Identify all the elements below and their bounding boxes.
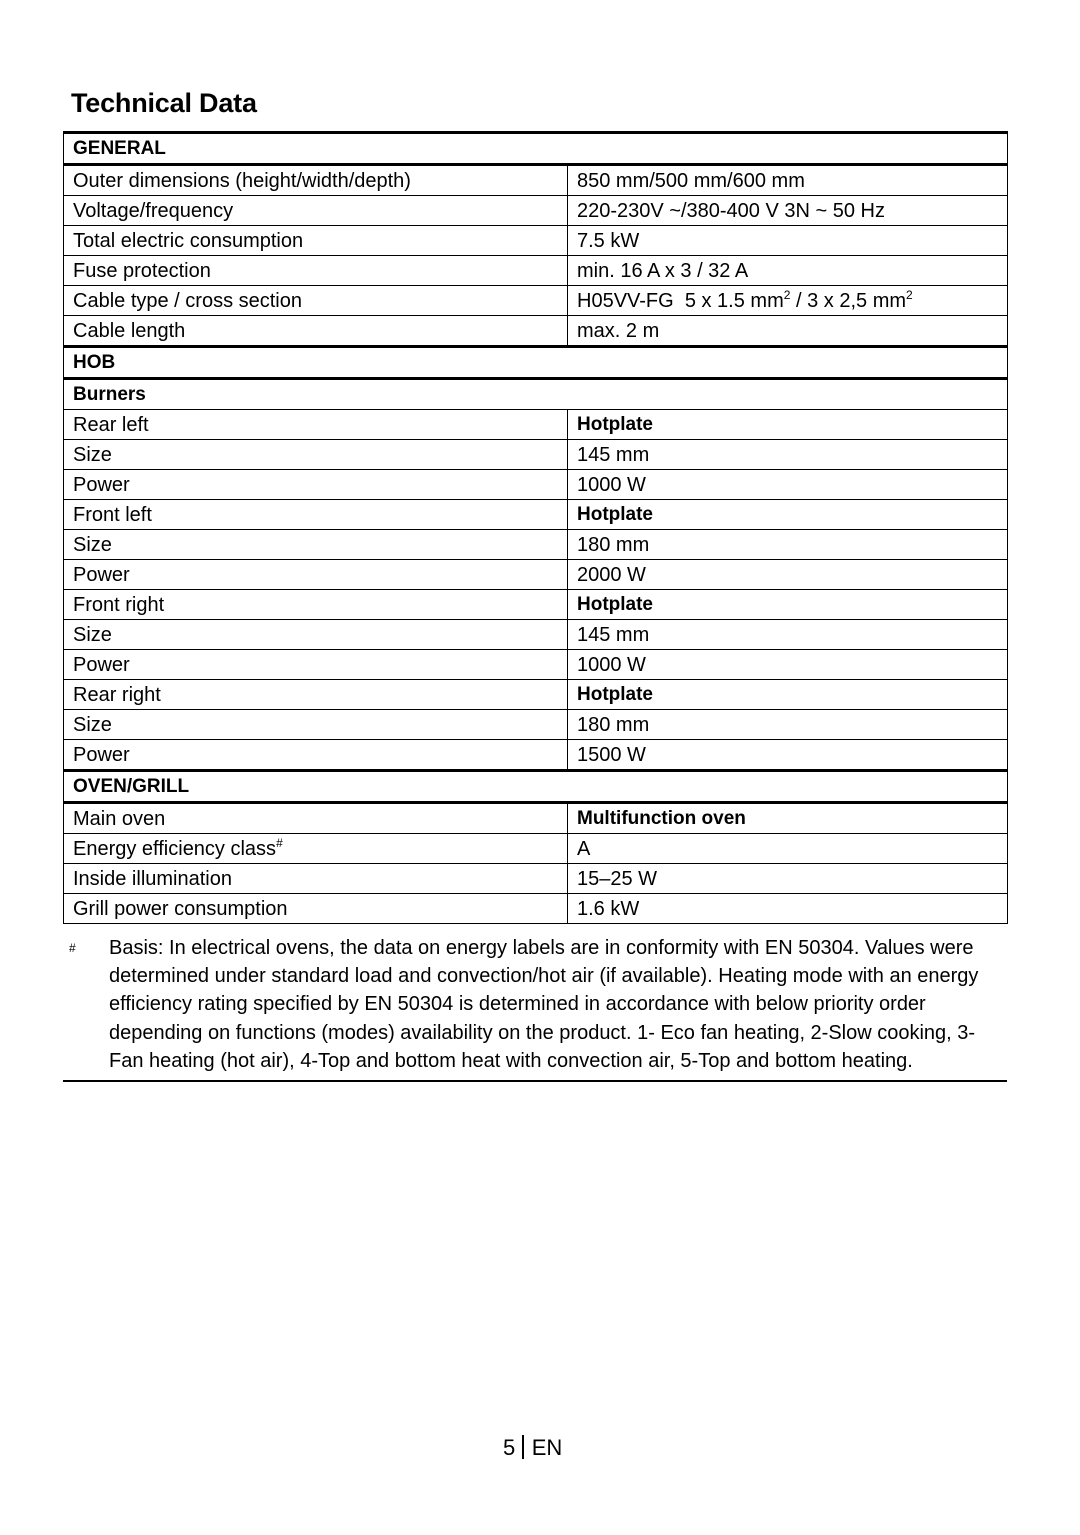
spec-label: Main oven [64, 803, 568, 834]
table-row [64, 894, 1008, 924]
footnote-marker: # [276, 835, 283, 850]
spec-value: 180 mm [568, 530, 1008, 560]
section-title: GENERAL [64, 133, 1008, 165]
burner-type: Hotplate [568, 590, 1008, 620]
spec-value: 145 mm [568, 620, 1008, 650]
section-header-general [64, 133, 1008, 165]
table-row [64, 286, 1008, 316]
spec-label: Grill power consumption [64, 894, 568, 924]
energy-class-label: Energy efficiency class [73, 837, 277, 860]
section-title: HOB [64, 347, 1008, 379]
spec-value: 145 mm [568, 440, 1008, 470]
spec-value: 1000 W [568, 470, 1008, 500]
table-row [64, 470, 1008, 500]
spec-value: A [568, 834, 1008, 864]
footnote-mark: # [69, 941, 76, 955]
footnote [63, 934, 1007, 1082]
table-row [64, 680, 1008, 710]
page-number-divider [522, 1435, 524, 1459]
table-row [64, 410, 1008, 440]
spec-value: 1.6 kW [568, 894, 1008, 924]
table-row [64, 864, 1008, 894]
spec-value: 180 mm [568, 710, 1008, 740]
table-row [64, 710, 1008, 740]
table-row [64, 440, 1008, 470]
spec-value: 1000 W [568, 650, 1008, 680]
spec-label: Size [64, 620, 568, 650]
spec-value: 15–25 W [568, 864, 1008, 894]
table-row [64, 196, 1008, 226]
section-title: OVEN/GRILL [64, 771, 1008, 803]
technical-data-table [63, 131, 1008, 924]
spec-label: Size [64, 530, 568, 560]
table-row [64, 530, 1008, 560]
spec-value [568, 286, 1008, 316]
spec-label: Total electric consumption [64, 226, 568, 256]
spec-label: Power [64, 560, 568, 590]
table-row [64, 834, 1008, 864]
burner-type: Hotplate [568, 680, 1008, 710]
spec-label [64, 834, 568, 864]
burner-position: Front left [64, 500, 568, 530]
superscript: 2 [783, 287, 791, 302]
burner-type: Hotplate [568, 410, 1008, 440]
spec-value: 220-230V ~/380-400 V 3N ~ 50 Hz [568, 196, 1008, 226]
spec-label: Power [64, 740, 568, 771]
spec-value: Multifunction oven [568, 803, 1008, 834]
table-row [64, 620, 1008, 650]
spec-label: Size [64, 440, 568, 470]
burner-position: Rear right [64, 680, 568, 710]
spec-value: min. 16 A x 3 / 32 A [568, 256, 1008, 286]
table-row [64, 500, 1008, 530]
table-row [64, 256, 1008, 286]
section-header-oven-grill [64, 771, 1008, 803]
page-number-value: 5 [503, 1435, 516, 1460]
spec-label: Fuse protection [64, 256, 568, 286]
burner-position: Front right [64, 590, 568, 620]
table-row [64, 740, 1008, 771]
page-number [503, 1435, 562, 1461]
spec-label: Cable type / cross section [64, 286, 568, 316]
subsection-title: Burners [64, 379, 1008, 410]
cable-value-part-b: / 3 x 2,5 mm [790, 289, 907, 312]
page-language: EN [531, 1435, 563, 1460]
spec-label: Power [64, 470, 568, 500]
subsection-header-burners [64, 379, 1008, 410]
spec-label: Power [64, 650, 568, 680]
spec-value: 7.5 kW [568, 226, 1008, 256]
spec-label: Outer dimensions (height/width/depth) [64, 165, 568, 196]
table-row [64, 590, 1008, 620]
page-title: Technical Data [71, 88, 257, 118]
spec-label: Size [64, 710, 568, 740]
table-row [64, 560, 1008, 590]
spec-value: 1500 W [568, 740, 1008, 771]
spec-value: 2000 W [568, 560, 1008, 590]
footnote-text: Basis: In electrical ovens, the data on energy labels are in conformity with EN 50304. Values were determined under standard load and convection/hot air (if available). Heating mode with an energy efficiency rating specified by EN 50304 is determined in accordance with below priority order depending on functions (modes) availability on the product. 1- Eco fan heating, 2-Slow cooking, 3-Fan heating (hot air), 4-Top and bottom heat with convection air, 5-Top and bottom heating. [109, 937, 979, 1072]
burner-position: Rear left [64, 410, 568, 440]
table-row [64, 165, 1008, 196]
cable-value-part-a: H05VV-FG 5 x 1.5 mm [577, 289, 784, 312]
spec-label: Voltage/frequency [64, 196, 568, 226]
spec-value: max. 2 m [568, 316, 1008, 347]
spec-label: Inside illumination [64, 864, 568, 894]
section-header-hob [64, 347, 1008, 379]
table-row [64, 803, 1008, 834]
spec-label: Cable length [64, 316, 568, 347]
table-row [64, 650, 1008, 680]
table-row [64, 226, 1008, 256]
table-row [64, 316, 1008, 347]
spec-value: 850 mm/500 mm/600 mm [568, 165, 1008, 196]
burner-type: Hotplate [568, 500, 1008, 530]
superscript: 2 [906, 287, 913, 302]
